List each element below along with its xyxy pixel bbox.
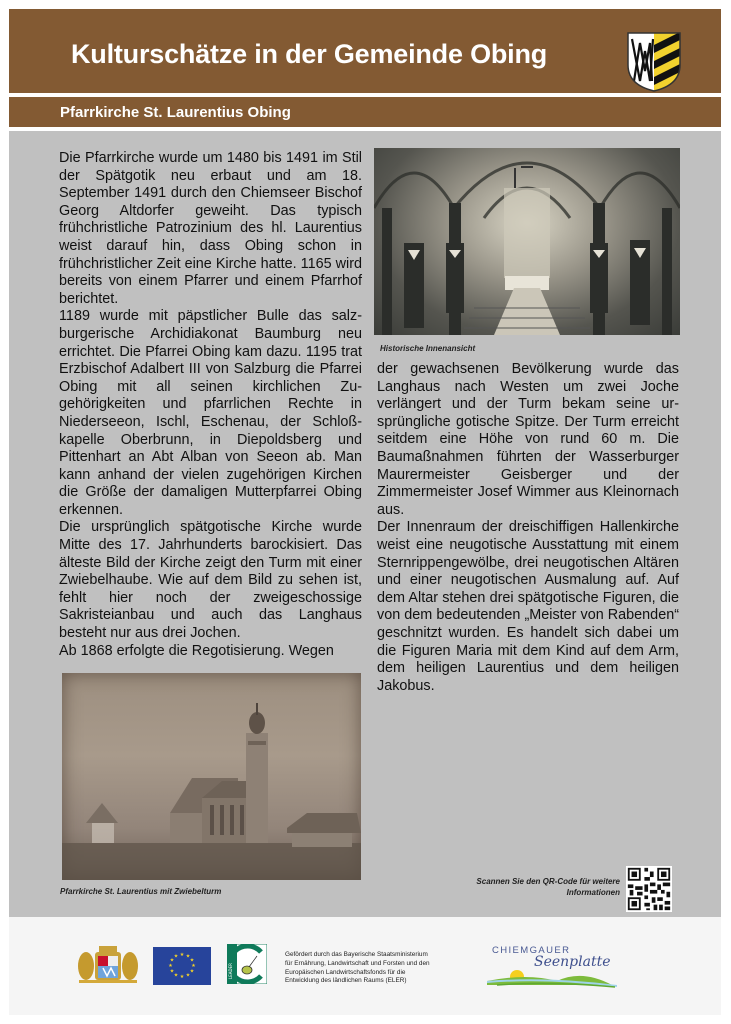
subheader-bar	[9, 97, 721, 127]
exterior-photo-caption: Pfarrkirche St. Laurentius mit Zwiebelturm	[60, 887, 222, 896]
paragraph: Die Pfarrkirche wurde um 1480 bis 1491 im Stil der Spätgotik neu erbaut und am 18. September 1491 durch den Chiemseer Bischof Georg Altdorfer geweiht. Das typisch frühchristliche Patrozinium des hl. Laurentius weist darauf hin, dass Obing schon in frühchristlicher Zeit eine Kirche hatte. 1165 wird bereits von einem Pfarrer und einem Pfarrhof berichtet.	[59, 150, 362, 307]
svg-text:★: ★	[185, 953, 191, 960]
church-exterior-illustration	[62, 673, 361, 880]
leader-logo-icon	[227, 944, 267, 984]
logo-line1: CHIEMGAUER	[492, 945, 571, 956]
svg-text:★: ★	[185, 972, 191, 979]
qr-code-icon[interactable]	[626, 866, 672, 912]
paragraph: Der Innenraum der dreischiffigen Hallenkirche weist eine neugotische Ausstattung mit einem Sternrippengewölbe, drei neugotischen Altären und einer neugotischen Ausmalung auf. Auf dem Altar stehen drei spätgotische Figuren, die von dem bedeutenden „Meister von Rabenden“ geschnitzt wurden. Es handelt sich dabei um die Figuren Maria mit dem Kind auf dem Arm, dem heiligen Laurentius und dem heiligen Jakobus.	[377, 519, 679, 694]
qr-text-line1: Scannen Sie den QR-Code für weitere	[476, 877, 620, 886]
svg-text:★: ★	[173, 972, 179, 979]
svg-text:★: ★	[189, 968, 195, 975]
paragraph: Die ursprünglich spätgotische Kirche wurde Mitte des 17. Jahrhunderts barockisiert. Das älteste Bild der Kirche zeigt den Turm mit einer Zwiebelhaube. Wie auf dem Bild zu sehen ist, fehlt hier noch der zweigeschossige Sakristeianbau und auch das Langhaus besteht nur aus drei Jochen.	[59, 519, 362, 642]
paragraph: 1189 wurde mit päpstlicher Bulle das salzburgerische Archidiakonat Baumburg neu errichtet. Die Pfarrei Obing kam dazu. 1195 trat Erzbischof Adalbert III von Salzburg die Pfarrei Obing mit all seinen kirchlichen Zugehörigkeiten und pfarrlichen Rechte in Niederseeon, Ischl, Eschenau, der Schloßkapelle Oberbrunn, in Diepoldsberg und Pittenhart an Abt Alban von Seeon ab. Man kann anhand der vielen zugehörigen Kirchen die Größe der damaligen Mutterpfarrei Obing erkennen.	[59, 308, 362, 518]
interior-photo-caption: Historische Innenansicht	[380, 344, 476, 353]
funding-line: Europäischen Landwirtschaftsfonds für die	[285, 968, 406, 976]
logo-line2: Seenplatte	[534, 954, 611, 970]
svg-text:★: ★	[191, 963, 196, 969]
svg-text:★: ★	[179, 952, 185, 958]
svg-text:★: ★	[179, 974, 185, 980]
landscape-sun-icon	[487, 967, 617, 989]
svg-text:★: ★	[169, 957, 175, 964]
svg-text:LEADER: LEADER	[228, 963, 233, 979]
bavaria-coat-of-arms-icon	[77, 946, 139, 984]
svg-text:★: ★	[189, 957, 195, 964]
eu-flag-icon	[153, 947, 211, 985]
footer-sponsors	[9, 917, 721, 1015]
qr-text-line2: Informationen	[566, 888, 620, 897]
paragraph: der gewachsenen Bevölkerung wurde das Langhaus nach Westen um zwei Joche verlängert und der Turm bekam seine ursprüngliche gotische Spitze. Der Turm erreicht seitdem eine Höhe von rund 60 m. Die Baumaßnahmen führten der Wasserburger Maurermeister Geisberger und der Zimmermeister Josef Wimmer aus Kleinornach aus.	[377, 361, 679, 518]
section-title: Pfarrkirche St. Laurentius Obing	[60, 104, 291, 121]
paragraph: Ab 1868 erfolgte die Regotisierung. Wegen	[59, 642, 334, 659]
page-title: Kulturschätze in der Gemeinde Obing	[71, 39, 548, 69]
funding-line: für Ernährung, Landwirtschaft und Forsten und den	[285, 959, 430, 967]
interior-photo	[374, 148, 680, 335]
exterior-photo	[62, 673, 361, 880]
right-text-column	[377, 361, 679, 695]
svg-text:★: ★	[169, 968, 175, 975]
left-text-column	[59, 150, 362, 660]
funding-line: Gefördert durch das Bayerische Staatsministerium	[285, 951, 428, 958]
header-bar	[9, 9, 721, 93]
svg-text:★: ★	[173, 953, 179, 960]
funding-line: Entwicklung des ländlichen Raums (ELER)	[285, 977, 407, 985]
content-panel	[9, 131, 721, 917]
church-interior-illustration	[374, 148, 680, 335]
funding-statement	[285, 951, 455, 986]
qr-instruction	[420, 876, 620, 898]
svg-text:★: ★	[168, 963, 173, 969]
obing-coat-of-arms-icon	[626, 31, 682, 93]
